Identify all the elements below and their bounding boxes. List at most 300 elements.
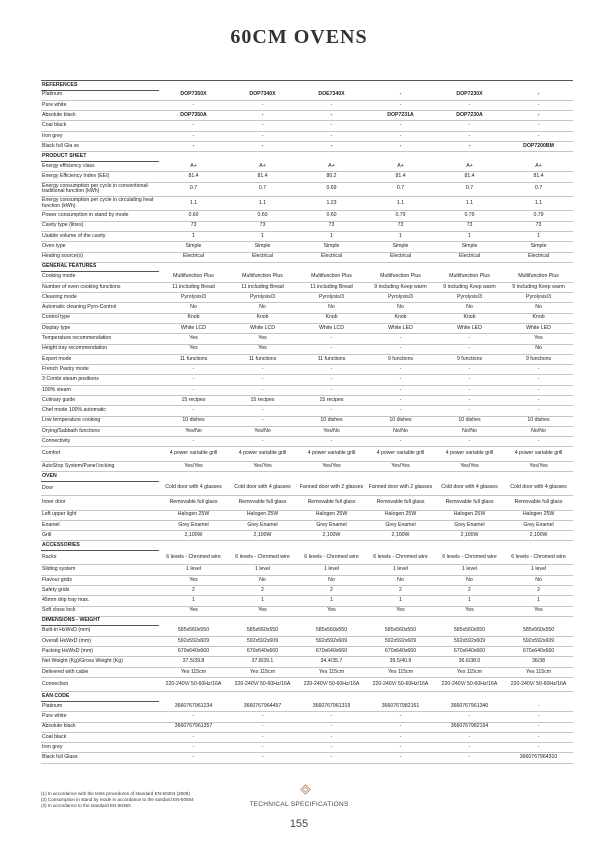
- table-cell: White LED: [435, 323, 504, 333]
- table-cell: 670x640x660: [366, 647, 435, 657]
- table-cell: -: [159, 365, 228, 375]
- table-cell: -: [297, 753, 366, 763]
- row-label: Grill: [41, 531, 159, 541]
- table-row: [41, 406, 573, 416]
- table-cell: -: [435, 395, 504, 405]
- table-row: [41, 551, 573, 565]
- row-label: 3 Combi steam positions: [41, 375, 159, 385]
- table-cell: -: [504, 111, 573, 121]
- table-row: [41, 510, 573, 520]
- table-cell: 1: [297, 231, 366, 241]
- table-cell: -: [366, 722, 435, 732]
- section-header: [41, 692, 573, 702]
- table-cell: -: [228, 406, 297, 416]
- table-cell: 670x640x660: [504, 647, 573, 657]
- footnote: (2) Consumption in stand by mode in accordance to the sandard EN-50564: [41, 796, 194, 802]
- table-cell: 592x592x609: [366, 636, 435, 646]
- table-cell: 1.1: [159, 196, 228, 210]
- table-cell: 81.4: [159, 172, 228, 182]
- table-row: [41, 565, 573, 575]
- table-cell: -: [159, 732, 228, 742]
- table-cell: 11 functions: [159, 354, 228, 364]
- table-cell: Multifunction Plus: [297, 272, 366, 282]
- table-row: [41, 732, 573, 742]
- table-cell: Halogen 25W: [159, 510, 228, 520]
- table-row: [41, 111, 573, 121]
- table-cell: 3660767982154: [435, 722, 504, 732]
- table-cell: -: [435, 406, 504, 416]
- table-cell: Yes: [228, 334, 297, 344]
- table-cell: Grey Enamel: [366, 520, 435, 530]
- table-cell: 6 levels - Chromed wire: [435, 551, 504, 565]
- table-cell: 0.60: [297, 211, 366, 221]
- row-label: Overall HxWxD (mm): [41, 636, 159, 646]
- table-cell: A+: [159, 161, 228, 171]
- table-cell: 2,100W: [435, 531, 504, 541]
- table-cell: -: [366, 131, 435, 141]
- table-row: [41, 636, 573, 646]
- table-cell: 6 levels - Chromed wire: [297, 551, 366, 565]
- table-cell: 220-240V/ 50-60Hz/16A: [435, 677, 504, 691]
- table-cell: 4 power variable grill: [435, 447, 504, 461]
- table-cell: 11 functions: [297, 354, 366, 364]
- table-cell: White LCD: [228, 323, 297, 333]
- table-cell: 670x640x660: [297, 647, 366, 657]
- row-label: Enamel: [41, 520, 159, 530]
- table-cell: 0.60: [228, 211, 297, 221]
- table-row: [41, 272, 573, 282]
- table-cell: -: [366, 437, 435, 447]
- table-cell: 10 dishes: [435, 416, 504, 426]
- row-label: Safety grids: [41, 586, 159, 596]
- table-cell: -: [366, 100, 435, 110]
- table-cell: Pyrolysis/3: [366, 293, 435, 303]
- table-cell: -: [504, 732, 573, 742]
- table-cell: 1.1: [366, 196, 435, 210]
- table-cell: 1: [435, 231, 504, 241]
- table-cell: 4 power variable grill: [297, 447, 366, 461]
- footnote: (1) In accordance with the tests procedures of standard EN-50304 (2009): [41, 791, 190, 796]
- table-row: [41, 743, 573, 753]
- table-cell: -: [297, 385, 366, 395]
- table-cell: -: [435, 142, 504, 152]
- table-cell: 1: [228, 231, 297, 241]
- row-label: Black full Gla ss: [41, 142, 159, 152]
- table-cell: Yes 115cm: [504, 667, 573, 677]
- row-label: Temperature recommendation: [41, 334, 159, 344]
- footer-label: TECHNICAL SPECIFICATIONS: [249, 801, 349, 808]
- table-cell: -: [297, 142, 366, 152]
- table-row: [41, 242, 573, 252]
- table-cell: 3660767961319: [297, 701, 366, 711]
- table-cell: -: [228, 131, 297, 141]
- table-cell: 0.79: [435, 211, 504, 221]
- row-label: Automatic cleaning Pyro-Control: [41, 303, 159, 313]
- table-cell: No: [297, 575, 366, 585]
- table-row: [41, 375, 573, 385]
- row-label: Built-in HxWxD (mm): [41, 626, 159, 636]
- table-cell: Yes 115cm: [435, 667, 504, 677]
- table-row: [41, 626, 573, 636]
- table-cell: 4 power variable grill: [504, 447, 573, 461]
- table-cell: 6 levels - Chromed wire: [159, 551, 228, 565]
- table-cell: Yes 115cm: [228, 667, 297, 677]
- table-row: [41, 496, 573, 510]
- table-cell: 220-240V/ 50-60Hz/16A: [228, 677, 297, 691]
- table-cell: Simple: [504, 242, 573, 252]
- table-cell: -: [366, 385, 435, 395]
- table-cell: 1 level: [297, 565, 366, 575]
- section-spacer: [159, 472, 573, 482]
- table-cell: -: [159, 121, 228, 131]
- row-label: Drying/Sabbath functions: [41, 426, 159, 436]
- table-cell: Yes: [228, 344, 297, 354]
- table-cell: -: [366, 732, 435, 742]
- table-cell: A+: [297, 161, 366, 171]
- table-cell: -: [297, 437, 366, 447]
- row-label: Control type: [41, 313, 159, 323]
- table-cell: White LED: [504, 323, 573, 333]
- table-cell: 1: [435, 596, 504, 606]
- table-cell: -: [504, 385, 573, 395]
- table-cell: No: [366, 303, 435, 313]
- table-cell: -: [297, 712, 366, 722]
- table-cell: No: [504, 303, 573, 313]
- table-row: [41, 712, 573, 722]
- section-title: DIMENSIONS - WEIGHT: [41, 616, 159, 626]
- row-label: Energy Efficiency Index (EEI): [41, 172, 159, 182]
- table-cell: 0.7: [366, 182, 435, 196]
- table-cell: Electrical: [228, 252, 297, 262]
- table-cell: Simple: [435, 242, 504, 252]
- table-cell: 3660767964310: [504, 753, 573, 763]
- table-cell: 2: [297, 586, 366, 596]
- table-cell: -: [504, 90, 573, 100]
- table-row: [41, 172, 573, 182]
- table-cell: 10 dishes: [504, 416, 573, 426]
- table-cell: Halogen 25W: [366, 510, 435, 520]
- table-cell: Yes: [366, 606, 435, 616]
- row-label: Flavour grids: [41, 575, 159, 585]
- table-cell: 0.7: [228, 182, 297, 196]
- table-cell: -: [435, 753, 504, 763]
- table-cell: -: [504, 722, 573, 732]
- row-label: Heating source(s): [41, 252, 159, 262]
- row-label: Coal black: [41, 121, 159, 131]
- table-cell: -: [366, 375, 435, 385]
- table-cell: DOE7340X: [297, 90, 366, 100]
- table-cell: -: [228, 416, 297, 426]
- section-spacer: [159, 152, 573, 162]
- table-cell: 34.4/35.7: [297, 657, 366, 667]
- table-row: [41, 461, 573, 471]
- table-cell: 9 including Keep warm: [504, 282, 573, 292]
- row-label: Pure white: [41, 100, 159, 110]
- table-cell: 11 including Bread: [297, 282, 366, 292]
- table-cell: 1.1: [228, 196, 297, 210]
- table-cell: 585x560x550: [228, 626, 297, 636]
- table-cell: 6 levels - Chromed wire: [504, 551, 573, 565]
- table-cell: -: [297, 375, 366, 385]
- table-cell: -: [435, 375, 504, 385]
- table-cell: Yes/No: [228, 426, 297, 436]
- table-cell: Yes: [159, 344, 228, 354]
- table-cell: Yes 115cm: [297, 667, 366, 677]
- table-cell: -: [297, 100, 366, 110]
- table-cell: Yes/Yes: [159, 461, 228, 471]
- table-cell: 37.5/39.8: [159, 657, 228, 667]
- table-cell: 1: [297, 596, 366, 606]
- table-cell: 6 levels - Chromed wire: [228, 551, 297, 565]
- row-label: Soft close lock: [41, 606, 159, 616]
- table-cell: 73: [504, 221, 573, 231]
- table-cell: 220-240V/ 50-60Hz/16A: [504, 677, 573, 691]
- table-cell: -: [435, 437, 504, 447]
- table-cell: -: [504, 131, 573, 141]
- table-cell: Electrical: [297, 252, 366, 262]
- table-cell: Multifunction Plus: [366, 272, 435, 282]
- table-cell: No: [504, 344, 573, 354]
- table-cell: Halogen 25W: [435, 510, 504, 520]
- row-label: Left upper light: [41, 510, 159, 520]
- table-cell: -: [366, 753, 435, 763]
- table-cell: -: [228, 100, 297, 110]
- table-cell: 585x560x550: [159, 626, 228, 636]
- table-cell: 81.4: [228, 172, 297, 182]
- table-cell: Yes: [297, 606, 366, 616]
- table-cell: 4 power variable grill: [366, 447, 435, 461]
- table-cell: -: [366, 743, 435, 753]
- table-cell: -: [504, 743, 573, 753]
- table-cell: 2: [228, 586, 297, 596]
- table-cell: -: [297, 334, 366, 344]
- table-cell: Yes: [435, 606, 504, 616]
- table-cell: -: [504, 406, 573, 416]
- table-cell: -: [366, 406, 435, 416]
- table-cell: No: [228, 303, 297, 313]
- table-cell: 15 recipes: [297, 395, 366, 405]
- table-row: [41, 303, 573, 313]
- row-label: Pure white: [41, 712, 159, 722]
- table-cell: -: [159, 437, 228, 447]
- table-cell: 592x592x609: [297, 636, 366, 646]
- table-cell: 585x560x550: [435, 626, 504, 636]
- table-cell: Pyrolysis/3: [297, 293, 366, 303]
- table-cell: Removable full glass: [297, 496, 366, 510]
- row-label: Expert mode: [41, 354, 159, 364]
- table-row: [41, 313, 573, 323]
- table-cell: Knob: [366, 313, 435, 323]
- table-cell: 1 level: [159, 565, 228, 575]
- row-label: Display type: [41, 323, 159, 333]
- table-cell: Pyrolysis/3: [159, 293, 228, 303]
- table-cell: Yes 115cm: [159, 667, 228, 677]
- row-label: Cleaning mode: [41, 293, 159, 303]
- table-cell: A+: [228, 161, 297, 171]
- table-cell: 73: [366, 221, 435, 231]
- table-row: [41, 142, 573, 152]
- table-cell: 220-240V/ 50-60Hz/16A: [297, 677, 366, 691]
- table-cell: 15 recipes: [228, 395, 297, 405]
- table-cell: 1: [504, 596, 573, 606]
- table-cell: -: [435, 732, 504, 742]
- row-label: Connection: [41, 677, 159, 691]
- table-cell: -: [228, 365, 297, 375]
- table-cell: 585x560x550: [504, 626, 573, 636]
- table-cell: -: [159, 712, 228, 722]
- table-cell: 1: [366, 596, 435, 606]
- table-cell: Removable full glass: [366, 496, 435, 510]
- table-cell: DOP7340X: [228, 90, 297, 100]
- table-cell: No: [435, 575, 504, 585]
- table-cell: Knob: [435, 313, 504, 323]
- table-cell: -: [366, 712, 435, 722]
- row-label: Number of oven cooking functions: [41, 282, 159, 292]
- table-cell: 2,100W: [504, 531, 573, 541]
- table-cell: 1: [159, 231, 228, 241]
- table-cell: 2: [366, 586, 435, 596]
- row-label: Delivered with cabie: [41, 667, 159, 677]
- table-cell: Cold door with 4 glasses: [228, 481, 297, 495]
- table-cell: Cold door with 4 glasses: [504, 481, 573, 495]
- table-cell: 73: [159, 221, 228, 231]
- table-cell: No: [159, 303, 228, 313]
- table-cell: -: [435, 743, 504, 753]
- table-cell: 11 functions: [228, 354, 297, 364]
- table-cell: -: [504, 365, 573, 375]
- table-cell: 4 power variable grill: [228, 447, 297, 461]
- table-cell: Electrical: [159, 252, 228, 262]
- row-label: Platinum: [41, 701, 159, 711]
- row-label: Usable volume of the cavity: [41, 231, 159, 241]
- section-title: OVEN: [41, 472, 159, 482]
- tech-spec-icon: [300, 784, 311, 798]
- table-cell: Yes/Yes: [366, 461, 435, 471]
- table-cell: -: [504, 395, 573, 405]
- table-cell: 1: [504, 231, 573, 241]
- table-cell: Knob: [159, 313, 228, 323]
- table-cell: -: [297, 743, 366, 753]
- row-label: Iron grey: [41, 743, 159, 753]
- table-cell: 39.5/40.9: [366, 657, 435, 667]
- table-cell: Electrical: [366, 252, 435, 262]
- table-cell: -: [435, 712, 504, 722]
- table-cell: No/No: [366, 426, 435, 436]
- table-cell: 670x640x660: [435, 647, 504, 657]
- table-row: [41, 293, 573, 303]
- row-label: Door: [41, 481, 159, 495]
- table-cell: 1 level: [366, 565, 435, 575]
- row-label: Coal black: [41, 732, 159, 742]
- table-cell: 592x592x609: [159, 636, 228, 646]
- table-cell: 0.79: [504, 211, 573, 221]
- table-cell: Yes/Yes: [228, 461, 297, 471]
- table-row: [41, 365, 573, 375]
- table-cell: -: [435, 365, 504, 375]
- table-cell: -: [228, 753, 297, 763]
- table-row: [41, 344, 573, 354]
- table-cell: 0.79: [366, 211, 435, 221]
- row-label: Oven type: [41, 242, 159, 252]
- table-cell: -: [228, 385, 297, 395]
- table-row: [41, 211, 573, 221]
- table-cell: Halogen 25W: [297, 510, 366, 520]
- table-cell: 73: [228, 221, 297, 231]
- table-row: [41, 282, 573, 292]
- table-cell: -: [366, 344, 435, 354]
- table-cell: 73: [435, 221, 504, 231]
- table-row: [41, 520, 573, 530]
- table-row: [41, 196, 573, 210]
- section-header: [41, 152, 573, 162]
- table-cell: Electrical: [504, 252, 573, 262]
- table-row: [41, 575, 573, 585]
- table-cell: -: [228, 142, 297, 152]
- table-cell: Grey Enamel: [159, 520, 228, 530]
- table-cell: 585x560x550: [297, 626, 366, 636]
- table-cell: 220-240V/ 50-60Hz/16A: [159, 677, 228, 691]
- table-cell: 0.60: [159, 211, 228, 221]
- table-cell: -: [366, 395, 435, 405]
- section-title: PRODUCT SHEET: [41, 152, 159, 162]
- table-cell: -: [228, 437, 297, 447]
- table-cell: Grey Enamel: [504, 520, 573, 530]
- footnote: (3) In accordance to the standard EN-60350: [41, 802, 131, 808]
- row-label: Culinary guide: [41, 395, 159, 405]
- row-label: Sliding system: [41, 565, 159, 575]
- table-cell: Cold door with 4 glasses: [435, 481, 504, 495]
- table-cell: Knob: [504, 313, 573, 323]
- table-cell: Yes/No: [159, 426, 228, 436]
- table-cell: 2,100W: [366, 531, 435, 541]
- table-cell: Removable full glass: [159, 496, 228, 510]
- table-cell: -: [228, 732, 297, 742]
- table-row: [41, 100, 573, 110]
- section-header: [41, 616, 573, 626]
- row-label: Packing HxWxD (mm): [41, 647, 159, 657]
- table-cell: DOP7231A: [366, 111, 435, 121]
- table-cell: 585x560x550: [366, 626, 435, 636]
- table-cell: -: [159, 142, 228, 152]
- table-cell: 0.7: [504, 182, 573, 196]
- row-label: Energy consumption per cycle in conventional-traditional function (kWh): [41, 182, 159, 196]
- table-cell: -: [228, 722, 297, 732]
- table-cell: -: [366, 365, 435, 375]
- table-cell: 1 level: [504, 565, 573, 575]
- table-cell: -: [228, 375, 297, 385]
- section-header: [41, 262, 573, 272]
- table-cell: 10 dishes: [366, 416, 435, 426]
- row-label: Connectivity: [41, 437, 159, 447]
- table-cell: 670x640x660: [159, 647, 228, 657]
- table-row: [41, 667, 573, 677]
- table-cell: -: [228, 712, 297, 722]
- table-cell: Simple: [297, 242, 366, 252]
- table-row: [41, 385, 573, 395]
- table-cell: No: [297, 303, 366, 313]
- table-cell: -: [435, 334, 504, 344]
- table-cell: 81.4: [504, 172, 573, 182]
- table-cell: -: [297, 121, 366, 131]
- table-row: [41, 334, 573, 344]
- table-cell: 3660767961234: [159, 701, 228, 711]
- table-cell: 80.2: [297, 172, 366, 182]
- table-cell: 9 including Keep warm: [366, 282, 435, 292]
- table-cell: 220-240V/ 50-60Hz/16A: [366, 677, 435, 691]
- table-cell: 1.1: [504, 196, 573, 210]
- table-cell: -: [297, 732, 366, 742]
- table-row: [41, 131, 573, 141]
